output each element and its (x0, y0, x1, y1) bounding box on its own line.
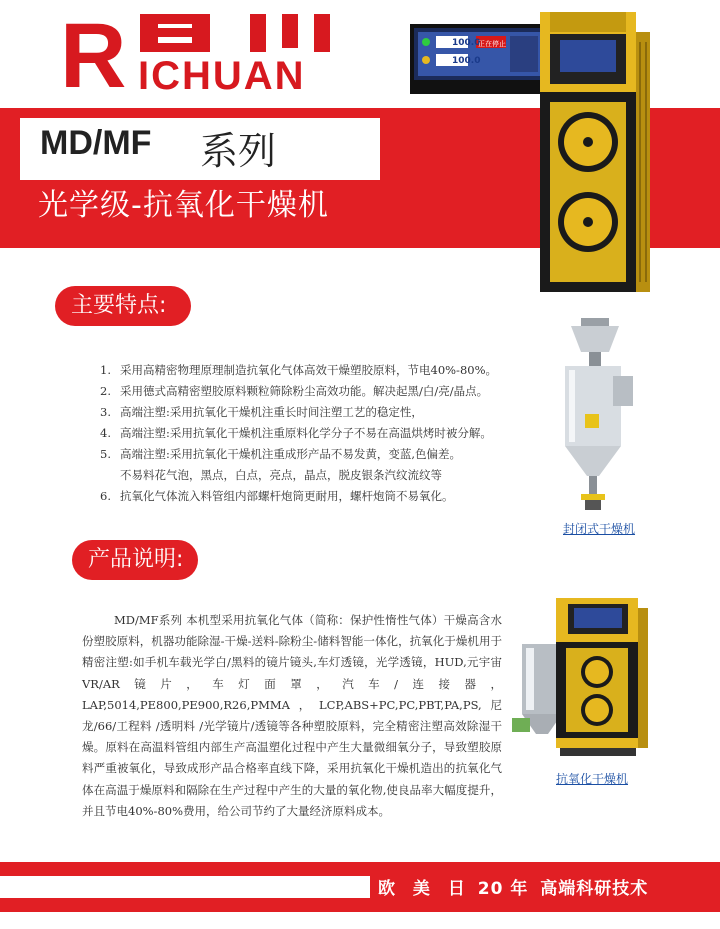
logo-chinese-mark (140, 14, 350, 52)
list-text: 抗氧化气体流入料管组内部螺杆炮筒更耐用，螺杆炮筒不易氧化。 (120, 489, 454, 503)
screen-value-2: 100.0 (452, 56, 481, 66)
list-text: 高端注塑:采用抗氧化干燥机注重成形产品不易发黄，变蓝,色偏差。 (120, 447, 462, 461)
antioxidation-dryer-image (512, 598, 662, 758)
dryer-machine-image (410, 12, 700, 292)
title-model: MD/MF (40, 124, 152, 162)
screen-value-1: 100.0 (452, 38, 481, 48)
list-item (100, 444, 530, 465)
list-text: 高端注塑:采用抗氧化干燥机注重原料化学分子不易在高温烘烤时被分解。 (120, 426, 492, 440)
list-number: 1. (100, 363, 111, 377)
list-text: 采用高精密物理原理制造抗氧化气体高效干燥塑胶原料，节电40%-80%。 (120, 363, 498, 377)
brand-logo (60, 5, 360, 107)
list-item (100, 423, 530, 444)
list-number: 4. (100, 426, 111, 440)
list-item (100, 486, 530, 507)
list-number: 3. (100, 405, 111, 419)
list-text: 不易料花气泡，黑点，白点，亮点，晶点，脱皮银条汽纹流纹等 (120, 468, 442, 482)
list-number: 6. (100, 489, 111, 503)
slogan-part-a: 欧 美 日 (378, 879, 471, 899)
list-item (100, 381, 530, 402)
list-text: 高端注塑:采用抗氧化干燥机注重长时间注塑工艺的稳定性， (120, 405, 423, 419)
list-number: 2. (100, 384, 111, 398)
title-series: 系列 (200, 129, 277, 173)
slogan-part-b: 20 (477, 879, 504, 899)
sealed-dryer-image (555, 318, 635, 510)
slogan-part-d: 高端科研技术 (540, 879, 649, 899)
features-heading: 主要特点: (55, 286, 191, 326)
footer-slogan (378, 874, 648, 899)
list-item (100, 360, 530, 381)
list-item (100, 465, 530, 486)
description-heading: 产品说明: (72, 540, 198, 580)
product-description: MD/MF系列 本机型采用抗氧化气体（简称：保护性惰性气体）干燥高含水份塑胶原料，机器功能除湿-干燥-送料-除粉尘-储料智能一体化，抗氧化于燥机用于精密注塑:如手机车载光学白/黑料的镜片镜头,车灯透镜，光学透镜，HUD,元宇宙VR/AR镜片，车灯面罩，汽车/连接器，LAP,5014,PE800,PE900,R26,PMMA，LCP,ABS+PC,PC,PBT,PA,PS,尼龙/66/工程料 /透明料 /光学镜片/透镜等各种塑胶原料，完全精密注塑高效除湿干燥。原料在高温料管组内部生产高温塑化过程中产生大量微细氧分子，导致塑胶原料严重被氧化，导致成形产品合格率直线下降，采用抗氧化干燥机造出的抗氧化气体在高温于燥原料和隔除在生产过程中产生的大量的氧化物,使良品率大幅度提升，并且节电40%-80%费用，给公司节约了大量经济原料成本。 (82, 613, 502, 818)
list-item (100, 402, 530, 423)
list-text: 采用德式高精密塑胶原料颗粒筛除粉尘高效功能。解决起黑/白/亮/晶点。 (120, 384, 489, 398)
list-number: 5. (100, 447, 111, 461)
logo-letter: R (60, 5, 123, 107)
caption-sealed-dryer: 封闭式干燥机 (563, 522, 636, 536)
footer-white-stripe (0, 876, 370, 898)
screen-status: 正在停止 (478, 40, 506, 48)
feature-list (100, 360, 530, 507)
subtitle: 光学级-抗氧化干燥机 (38, 188, 329, 223)
caption-antioxidation-dryer: 抗氧化干燥机 (556, 772, 629, 786)
slogan-part-c: 年 (510, 879, 534, 899)
logo-english: ICHUAN (138, 54, 306, 98)
